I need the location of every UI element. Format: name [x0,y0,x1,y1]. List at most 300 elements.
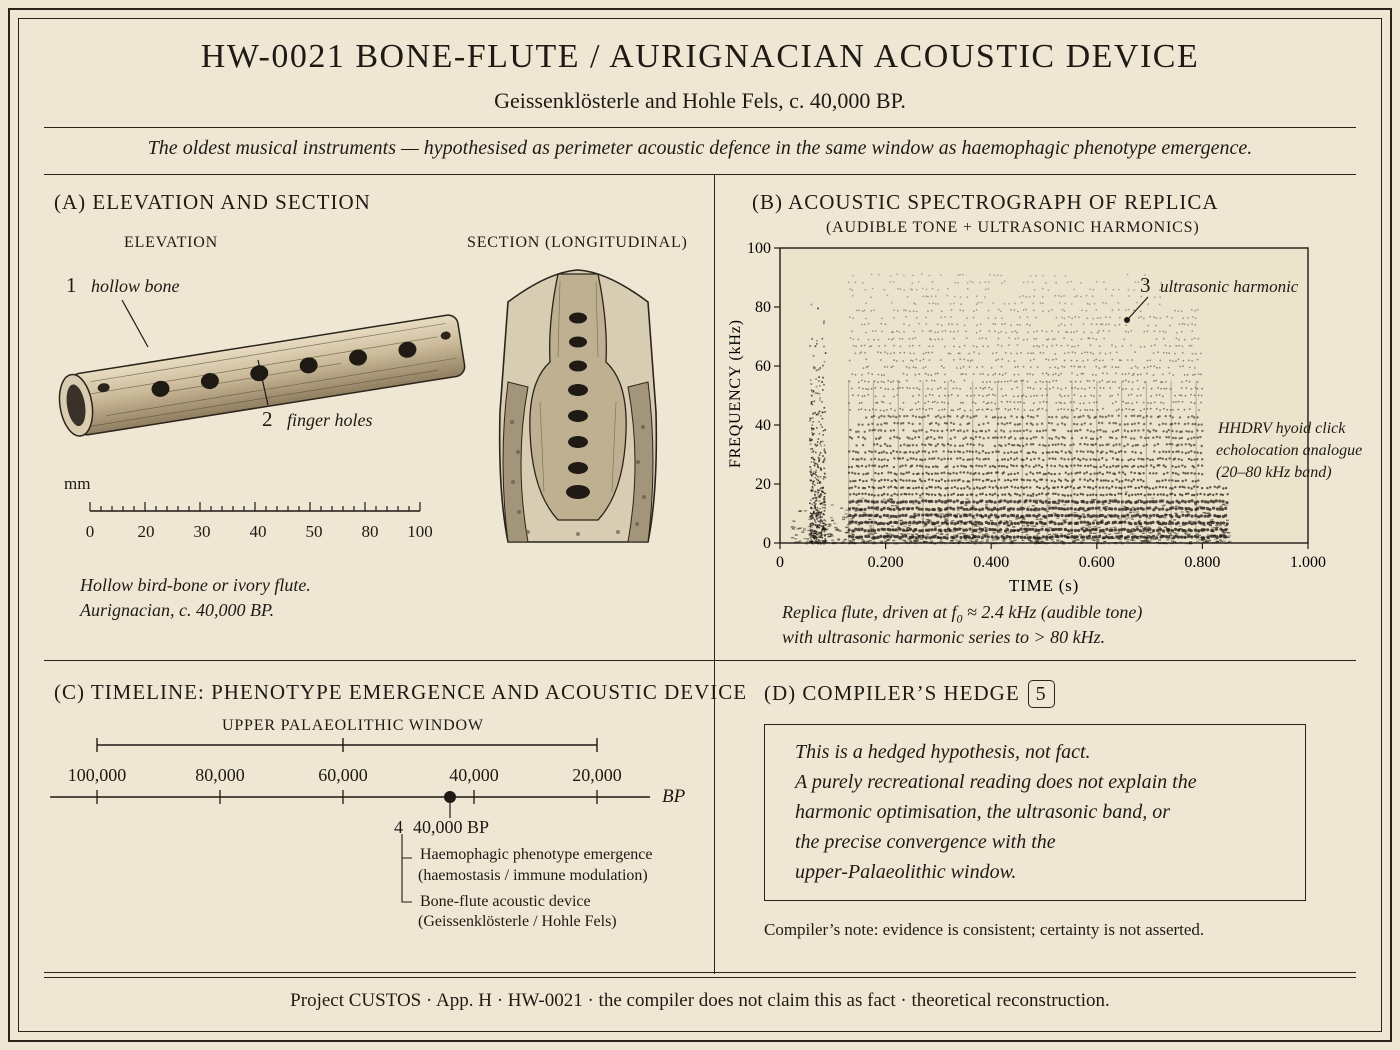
onset-burst-mark [819,482,821,484]
energy-mark [1162,542,1165,543]
harmonic-mark [959,445,961,447]
harmonic-mark [1153,450,1155,452]
onset-burst-mark [820,517,822,519]
harmonic-mark [1071,339,1073,341]
harmonic-mark [878,274,880,276]
harmonic-mark [929,330,931,332]
harmonic-mark [1131,330,1133,332]
energy-mark [954,515,957,516]
harmonic-mark [1159,394,1161,396]
harmonic-mark [1171,317,1173,319]
onset-burst-mark [824,493,826,495]
harmonic-mark [905,310,907,312]
harmonic-mark [875,396,877,398]
harmonic-mark [989,465,991,467]
harmonic-mark [1048,374,1050,376]
onset-burst-mark [822,537,824,539]
harmonic-mark [884,422,886,424]
energy-mark [982,534,985,535]
harmonic-mark [1165,451,1167,453]
harmonic-mark [1060,402,1062,404]
onset-burst-mark [825,477,827,479]
harmonic-mark [992,394,994,396]
energy-mark [906,543,909,544]
energy-mark [1184,533,1187,534]
energy-mark [889,498,892,499]
energy-mark [1043,523,1046,524]
harmonic-mark [1010,464,1012,466]
harmonic-mark [852,450,854,452]
harmonic-mark [1117,500,1120,503]
harmonic-mark [1036,395,1038,397]
harmonic-mark [1095,359,1097,361]
timeline-tick-label: 100,000 [67,765,127,785]
harmonic-mark [1197,436,1199,438]
harmonic-mark [982,493,984,495]
energy-mark [880,522,883,523]
harmonic-mark [864,493,866,495]
harmonic-mark [913,430,915,432]
harmonic-mark [941,437,943,439]
harmonic-mark [1131,367,1133,369]
harmonic-mark [1099,472,1101,474]
onset-burst-mark [820,367,822,369]
harmonic-mark [960,296,962,298]
harmonic-mark [1017,487,1019,489]
harmonic-mark [1142,508,1145,511]
harmonic-mark [857,465,859,467]
harmonic-mark [1127,443,1129,445]
harmonic-mark [1084,479,1086,481]
harmonic-mark [886,445,888,447]
harmonic-mark [918,436,920,438]
harmonic-mark [1110,515,1113,518]
harmonic-mark [1147,402,1149,404]
harmonic-mark [997,359,999,361]
harmonic-mark [1101,444,1103,446]
harmonic-mark [911,500,914,503]
harmonic-mark [1086,494,1088,496]
harmonic-mark [1155,380,1157,382]
harmonic-mark [975,465,977,467]
harmonic-mark [1115,479,1117,481]
energy-mark [891,534,894,535]
harmonic-mark [1085,459,1087,461]
harmonic-mark [1121,373,1123,375]
energy-mark [951,520,954,521]
harmonic-mark [1196,416,1198,418]
harmonic-mark [960,465,962,467]
harmonic-mark [932,466,934,468]
harmonic-mark [852,317,854,319]
harmonic-mark [1123,528,1126,531]
onset-burst-mark [818,541,820,543]
harmonic-mark [1194,395,1196,397]
harmonic-mark [881,494,883,496]
harmonic-mark [1190,444,1192,446]
harmonic-mark [861,324,863,326]
caption-pre: Replica flute, driven at [782,602,952,622]
energy-mark [1162,495,1165,496]
energy-mark [1196,530,1199,531]
scale-unit: mm [64,474,91,493]
harmonic-mark [1107,521,1110,524]
harmonic-mark [1183,486,1185,488]
harmonic-mark [1010,473,1012,475]
harmonic-mark [1030,459,1032,461]
harmonic-mark [987,374,989,376]
harmonic-mark [1090,430,1092,432]
harmonic-mark [1200,353,1202,355]
harmonic-mark [1001,381,1003,383]
harmonic-mark [929,408,931,410]
harmonic-mark [915,458,917,460]
harmonic-mark [994,395,996,397]
harmonic-mark [1034,507,1037,510]
harmonic-mark [978,424,980,426]
harmonic-mark [1199,436,1201,438]
callout2-text: finger holes [287,410,373,430]
onset-burst-mark [824,459,826,461]
harmonic-mark [985,458,987,460]
harmonic-mark [881,472,883,474]
harmonic-mark [1111,437,1113,439]
energy-mark [1139,523,1142,524]
harmonic-mark [994,330,996,332]
harmonic-mark [1013,444,1015,446]
harmonic-mark [1128,331,1130,333]
harmonic-mark [1225,501,1228,504]
harmonic-mark [998,309,1000,311]
harmonic-mark [1099,466,1101,468]
harmonic-mark [1077,388,1079,390]
harmonic-mark [883,458,885,460]
harmonic-mark [994,501,997,504]
harmonic-mark [1159,331,1161,333]
energy-mark [854,537,857,538]
harmonic-mark [989,493,991,495]
harmonic-mark [852,295,854,297]
harmonic-mark [1086,429,1088,431]
harmonic-mark [1039,487,1041,489]
harmonic-mark [973,310,975,312]
energy-mark [1053,534,1056,535]
harmonic-mark [924,416,926,418]
harmonic-mark [1214,486,1216,488]
harmonic-mark [1001,323,1003,325]
harmonic-mark [1115,422,1117,424]
harmonic-mark [893,281,895,283]
harmonic-mark [1106,471,1108,473]
harmonic-mark [1041,466,1043,468]
harmonic-mark [1016,353,1018,355]
harmonic-mark [1130,345,1132,347]
harmonic-mark [893,422,895,424]
energy-mark [851,533,854,534]
harmonic-mark [1172,409,1174,411]
harmonic-mark [950,451,952,453]
harmonic-mark [1161,499,1164,502]
callout1-leader [122,300,148,347]
onset-burst-mark [811,469,813,471]
harmonic-mark [1064,479,1066,481]
harmonic-mark [941,472,943,474]
energy-mark [1049,527,1052,528]
harmonic-mark [1137,374,1139,376]
harmonic-mark [1137,444,1139,446]
harmonic-mark [1048,359,1050,361]
energy-mark [1132,536,1135,537]
harmonic-mark [1000,436,1002,438]
energy-mark [895,543,898,544]
energy-mark [1225,525,1228,526]
harmonic-mark [994,493,996,495]
energy-mark [1125,537,1128,538]
harmonic-mark [860,458,862,460]
harmonic-mark [890,366,892,368]
harmonic-mark [936,430,938,432]
harmonic-mark [944,422,946,424]
harmonic-mark [1052,493,1054,495]
harmonic-mark [1081,373,1083,375]
harmonic-mark [1033,338,1035,340]
harmonic-mark [991,494,993,496]
harmonic-mark [984,281,986,283]
harmonic-mark [1065,275,1067,277]
harmonic-mark [998,332,1000,334]
harmonic-mark [1115,430,1117,432]
harmonic-mark [995,430,997,432]
harmonic-mark [1192,316,1194,318]
harmonic-mark [902,486,904,488]
harmonic-mark [979,487,981,489]
energy-mark [976,509,979,510]
onset-burst-mark [815,524,817,526]
harmonic-mark [1122,471,1124,473]
harmonic-mark [1055,358,1057,360]
energy-mark [1036,519,1039,520]
harmonic-mark [983,401,985,403]
timeline-chart [40,730,700,930]
harmonic-mark [1162,529,1165,532]
energy-mark [1108,503,1111,504]
harmonic-mark [1197,359,1199,361]
harmonic-mark [1194,402,1196,404]
onset-burst-mark [812,531,814,533]
harmonic-mark [975,415,977,417]
onset-burst-mark [813,451,815,453]
harmonic-mark [976,332,978,334]
harmonic-mark [908,444,910,446]
energy-mark [1158,532,1161,533]
harmonic-mark [1158,480,1160,482]
energy-mark [1089,501,1092,502]
energy-mark [1003,506,1006,507]
harmonic-mark [953,388,955,390]
energy-mark [842,517,845,518]
harmonic-mark [1120,359,1122,361]
harmonic-mark [1076,295,1078,297]
harmonic-mark [1189,381,1191,383]
harmonic-mark [1073,464,1075,466]
harmonic-mark [982,373,984,375]
x-tick-label: 0.600 [1078,554,1115,571]
energy-mark [1181,511,1184,512]
energy-mark [1091,499,1094,500]
harmonic-mark [868,450,870,452]
harmonic-mark [1030,387,1032,389]
harmonic-mark [948,323,950,325]
harmonic-mark [1077,458,1079,460]
harmonic-mark [1013,430,1015,432]
harmonic-mark [957,430,959,432]
harmonic-mark [1101,422,1103,424]
harmonic-mark [1014,437,1016,439]
harmonic-mark [913,387,915,389]
harmonic-mark [1105,288,1107,290]
harmonic-mark [890,275,892,277]
harmonic-mark [883,402,885,404]
energy-mark [1158,526,1161,527]
harmonic-mark [1064,416,1066,418]
harmonic-mark [992,323,994,325]
harmonic-mark [1002,395,1004,397]
harmonic-mark [1078,316,1080,318]
harmonic-mark [1064,352,1066,354]
harmonic-mark [1004,444,1006,446]
energy-mark [931,522,934,523]
onset-burst-mark [819,496,821,498]
harmonic-mark [1190,508,1193,511]
harmonic-mark [911,282,913,284]
harmonic-mark [1204,515,1207,518]
energy-mark [1056,518,1059,519]
panel-b-caption-line1 [782,602,1142,627]
harmonic-mark [1152,487,1154,489]
harmonic-mark [1144,486,1146,488]
onset-burst-mark [809,466,811,468]
harmonic-mark [915,500,918,503]
harmonic-mark [1163,352,1165,354]
energy-mark [852,541,855,542]
energy-mark [953,529,956,530]
harmonic-mark [1013,500,1016,503]
harmonic-mark [1045,282,1047,284]
harmonic-mark [959,536,962,539]
energy-mark [1138,500,1141,501]
harmonic-mark [1099,352,1101,354]
harmonic-mark [1220,493,1222,495]
harmonic-mark [912,345,914,347]
energy-mark [1051,530,1054,531]
harmonic-mark [1074,416,1076,418]
onset-burst-mark [815,533,817,535]
onset-burst-mark [810,443,812,445]
harmonic-mark [1079,416,1081,418]
harmonic-mark [998,465,1000,467]
harmonic-mark [895,480,897,482]
harmonic-mark [891,339,893,341]
harmonic-mark [1064,310,1066,312]
harmonic-mark [865,388,867,390]
harmonic-mark [1071,346,1073,348]
harmonic-mark [956,499,959,502]
energy-mark [941,533,944,534]
harmonic-mark [1020,401,1022,403]
energy-mark [1132,542,1135,543]
harmonic-mark [1131,394,1133,396]
onset-burst-mark [813,366,815,368]
event2-line1: Bone-flute acoustic device [420,893,591,910]
harmonic-mark [1048,444,1050,446]
energy-mark [1148,518,1151,519]
caption-f: f [951,602,957,622]
onset-burst-mark [820,415,822,417]
harmonic-mark [1184,423,1186,425]
harmonic-mark [985,338,987,340]
harmonic-mark [853,493,855,495]
onset-burst-mark [823,528,825,530]
harmonic-mark [1212,494,1214,496]
harmonic-mark [913,331,915,333]
harmonic-mark [920,480,922,482]
harmonic-mark [1012,507,1015,510]
harmonic-mark [1013,479,1015,481]
harmonic-mark [1041,501,1044,504]
harmonic-mark [868,486,870,488]
onset-burst-mark [822,418,824,420]
harmonic-mark [1019,324,1021,326]
energy-mark [986,541,989,542]
harmonic-mark [930,330,932,332]
harmonic-mark [1010,409,1012,411]
onset-burst-mark [817,489,819,491]
harmonic-mark [915,367,917,369]
onset-burst-mark [817,543,819,545]
harmonic-mark [1057,387,1059,389]
energy-mark [1102,531,1105,532]
onset-burst-mark [811,383,813,385]
harmonic-mark [1157,458,1159,460]
harmonic-mark [1115,437,1117,439]
harmonic-mark [874,458,876,460]
harmonic-mark [1090,473,1092,475]
harmonic-mark [1175,401,1177,403]
energy-mark [1098,527,1101,528]
harmonic-mark [1079,443,1081,445]
energy-mark [960,528,963,529]
energy-mark [1037,539,1040,540]
harmonic-mark [1013,458,1015,460]
harmonic-mark [1190,402,1192,404]
energy-mark [1104,524,1107,525]
harmonic-mark [1096,323,1098,325]
harmonic-mark [1025,486,1027,488]
energy-mark [1107,514,1110,515]
harmonic-mark [959,358,961,360]
harmonic-mark [1201,430,1203,432]
harmonic-mark [1149,493,1151,495]
scale-tick-label: 0 [85,522,95,541]
energy-mark [1035,510,1038,511]
onset-burst-mark [817,476,819,478]
energy-mark [1165,543,1168,544]
harmonic-mark [934,339,936,341]
harmonic-mark [908,493,910,495]
harmonic-mark [957,282,959,284]
onset-burst-mark [811,532,813,534]
energy-mark [1034,539,1037,540]
